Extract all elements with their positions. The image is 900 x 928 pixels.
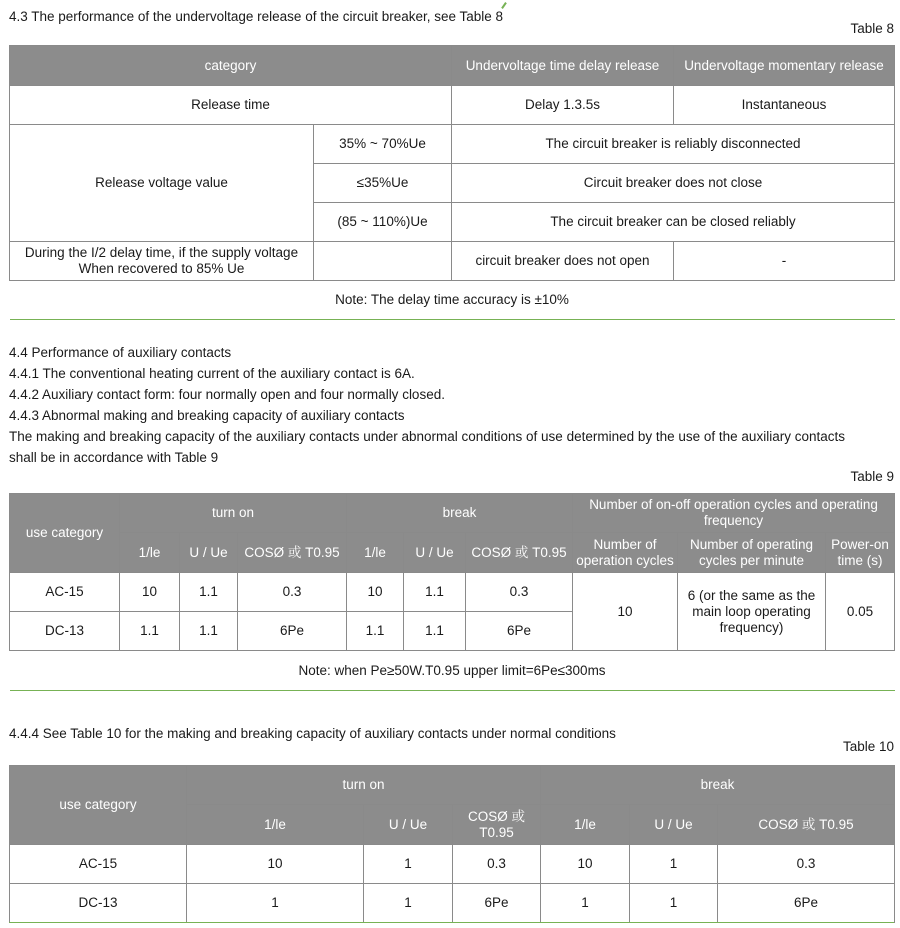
t10-sub-header: 1/le — [541, 805, 630, 845]
t9-per-minute: 6 (or the same as the main loop operating frequency) — [678, 573, 826, 651]
t8-note: Note: The delay time accuracy is ±10% — [10, 281, 895, 320]
t8-release-time-momentary: Instantaneous — [674, 86, 895, 125]
s44-line-1: 4.4 Performance of auxiliary contacts — [9, 345, 232, 360]
table-8-caption: Table 8 — [850, 21, 894, 36]
t9-cell: 1.1 — [404, 612, 466, 651]
section-4-4-4-heading: 4.4.4 See Table 10 for the making and breaking capacity of auxiliary contacts under normal conditions — [9, 726, 616, 741]
t10-cell: 10 — [541, 845, 630, 884]
t9-sub-header: U / Ue — [180, 533, 238, 573]
t10-cell: 1 — [187, 884, 364, 923]
t9-sub-header: 1/le — [120, 533, 180, 573]
t9-sub-header: 1/le — [347, 533, 404, 573]
decorative-tick — [501, 2, 507, 9]
t9-row-category: AC-15 — [10, 573, 120, 612]
t9-header-cycles: Number of on-off operation cycles and operating frequency — [573, 494, 895, 533]
t10-cell: 10 — [187, 845, 364, 884]
t8-delay-label-line2: When recovered to 85% Ue — [78, 261, 245, 276]
t9-cell: 0.3 — [466, 573, 573, 612]
t9-sub-header: Number of operation cycles — [573, 533, 678, 573]
t9-cycles: 10 — [573, 573, 678, 651]
table-10 — [9, 765, 895, 923]
t10-sub-header: U / Ue — [630, 805, 718, 845]
t9-header-turn-on: turn on — [120, 494, 347, 533]
t8-voltage-range: ≤35%Ue — [314, 164, 452, 203]
t9-row-category: DC-13 — [10, 612, 120, 651]
t8-voltage-result: Circuit breaker does not close — [452, 164, 895, 203]
t9-cell: 10 — [347, 573, 404, 612]
s44-line-3: 4.4.2 Auxiliary contact form: four normally open and four normally closed. — [9, 387, 445, 402]
t10-cell: 6Pe — [453, 884, 541, 923]
t8-release-voltage-label: Release voltage value — [10, 125, 314, 242]
t10-cell: 1 — [541, 884, 630, 923]
t10-cell: 1 — [630, 845, 718, 884]
table-8 — [9, 45, 895, 320]
t8-header-category: category — [10, 46, 452, 86]
t8-release-time-delay: Delay 1.3.5s — [452, 86, 674, 125]
t10-cell: 1 — [364, 845, 453, 884]
t8-header-time-delay: Undervoltage time delay release — [452, 46, 674, 86]
t9-sub-header: Power-on time (s) — [826, 533, 895, 573]
t9-cell: 1.1 — [180, 573, 238, 612]
t10-header-break: break — [541, 766, 895, 805]
t9-cell: 0.3 — [238, 573, 347, 612]
t10-header-use-category: use category — [10, 766, 187, 845]
t10-header-turn-on: turn on — [187, 766, 541, 805]
table-9-caption: Table 9 — [850, 469, 894, 484]
t9-cell: 1.1 — [180, 612, 238, 651]
t9-sub-header: U / Ue — [404, 533, 466, 573]
s44-line-2: 4.4.1 The conventional heating current of the auxiliary contact is 6A. — [9, 366, 415, 381]
t9-cell: 1.1 — [404, 573, 466, 612]
table-10-caption: Table 10 — [842, 739, 894, 754]
t9-note: Note: when Pe≥50W.T0.95 upper limit=6Pe≤300ms — [10, 651, 895, 691]
t9-sub-header: COSØ 或 T0.95 — [466, 533, 573, 573]
t10-sub-header: COSØ 或 T0.95 — [718, 805, 895, 845]
t8-delay-momentary: - — [674, 242, 895, 281]
s44-line-6: shall be in accordance with Table 9 — [9, 450, 219, 465]
t8-voltage-result: The circuit breaker can be closed reliably — [452, 203, 895, 242]
t10-cell: 1 — [364, 884, 453, 923]
s44-line-5: The making and breaking capacity of the auxiliary contacts under abnormal conditions of use determined by the use of the auxiliary contacts — [9, 429, 845, 444]
t10-sub-header: COSØ 或 T0.95 — [453, 805, 541, 845]
t9-sub-header: COSØ 或 T0.95 — [238, 533, 347, 573]
t10-row-category: AC-15 — [10, 845, 187, 884]
t10-cell: 6Pe — [718, 884, 895, 923]
t8-voltage-range: (85 ~ 110%)Ue — [314, 203, 452, 242]
t10-row-category: DC-13 — [10, 884, 187, 923]
t8-header-momentary: Undervoltage momentary release — [674, 46, 895, 86]
t8-delay-timed: circuit breaker does not open — [452, 242, 674, 281]
t9-sub-header: Number of operating cycles per minute — [678, 533, 826, 573]
t10-sub-header: U / Ue — [364, 805, 453, 845]
t10-bottom-rule — [9, 922, 894, 923]
t8-delay-row-label — [10, 242, 314, 281]
table-9 — [9, 493, 895, 691]
t9-header-break: break — [347, 494, 573, 533]
section-4-3-heading: 4.3 The performance of the undervoltage release of the circuit breaker, see Table 8 — [9, 9, 504, 24]
t9-power-on: 0.05 — [826, 573, 895, 651]
t10-cell: 1 — [630, 884, 718, 923]
t10-cell: 0.3 — [718, 845, 895, 884]
t9-cell: 1.1 — [120, 612, 180, 651]
t10-sub-header: 1/le — [187, 805, 364, 845]
t8-delay-middle — [314, 242, 452, 281]
t9-cell: 10 — [120, 573, 180, 612]
t8-voltage-result: The circuit breaker is reliably disconnected — [452, 125, 895, 164]
t9-cell: 6Pe — [238, 612, 347, 651]
t10-cell: 0.3 — [453, 845, 541, 884]
t9-header-use-category: use category — [10, 494, 120, 573]
t9-cell: 1.1 — [347, 612, 404, 651]
t8-release-time-label: Release time — [10, 86, 452, 125]
t8-voltage-range: 35% ~ 70%Ue — [314, 125, 452, 164]
s44-line-4: 4.4.3 Abnormal making and breaking capacity of auxiliary contacts — [9, 408, 405, 423]
t9-cell: 6Pe — [466, 612, 573, 651]
t8-delay-label-line1: During the I/2 delay time, if the supply voltage — [24, 245, 299, 260]
